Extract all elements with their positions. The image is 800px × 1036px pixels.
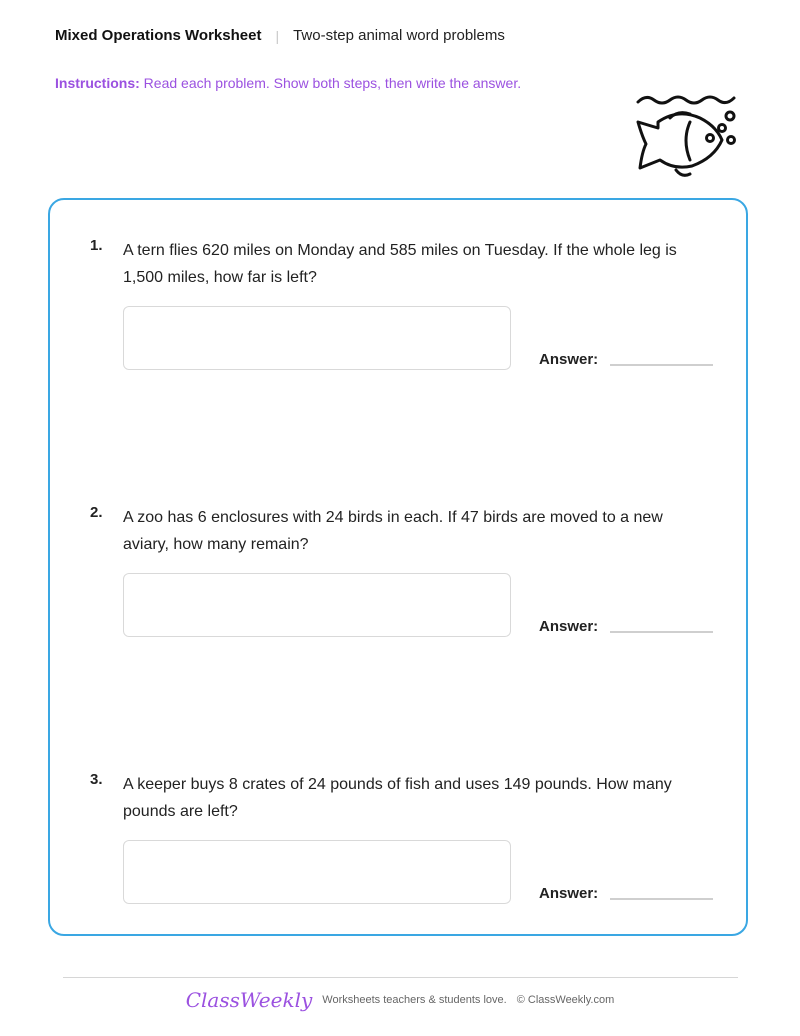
problem-text: A keeper buys 8 crates of 24 pounds of fish and uses 149 pounds. How many pounds are left? (123, 776, 672, 820)
problems-card (48, 198, 748, 936)
work-box[interactable] (123, 840, 511, 904)
answer-line[interactable] (610, 898, 713, 900)
answer-line[interactable] (610, 364, 713, 366)
answer-label: Answer: (539, 618, 599, 635)
footer-copyright: © ClassWeekly.com (516, 994, 615, 1006)
answer-label: Answer: (539, 885, 599, 902)
answer-label: Answer: (539, 351, 599, 368)
brand-logo: ClassWeekly (185, 988, 313, 1012)
problem-text: A zoo has 6 enclosures with 24 birds in each. If 47 birds are moved to a new aviary, how many remain? (123, 509, 663, 553)
instructions (55, 75, 521, 91)
instructions-lead: Instructions: (55, 75, 140, 91)
footer-tagline: Worksheets teachers & students love. (322, 994, 507, 1006)
answer-line[interactable] (610, 631, 713, 633)
worksheet-header (55, 27, 505, 44)
problem-text: A tern flies 620 miles on Monday and 585 miles on Tuesday. If the whole leg is 1,500 miles, how far is left? (123, 242, 677, 286)
problem-number: 2. (90, 504, 103, 521)
worksheet-subtitle: Two-step animal word problems (293, 27, 505, 44)
fish-icon (630, 88, 746, 188)
work-box[interactable] (123, 306, 511, 370)
instructions-text: Read each problem. Show both steps, then write the answer. (143, 75, 522, 91)
work-box[interactable] (123, 573, 511, 637)
header-separator: | (275, 27, 280, 44)
footer (0, 988, 800, 1012)
worksheet-title: Mixed Operations Worksheet (55, 27, 262, 44)
footer-divider (63, 977, 738, 978)
problem-number: 1. (90, 237, 103, 254)
problem-number: 3. (90, 771, 103, 788)
